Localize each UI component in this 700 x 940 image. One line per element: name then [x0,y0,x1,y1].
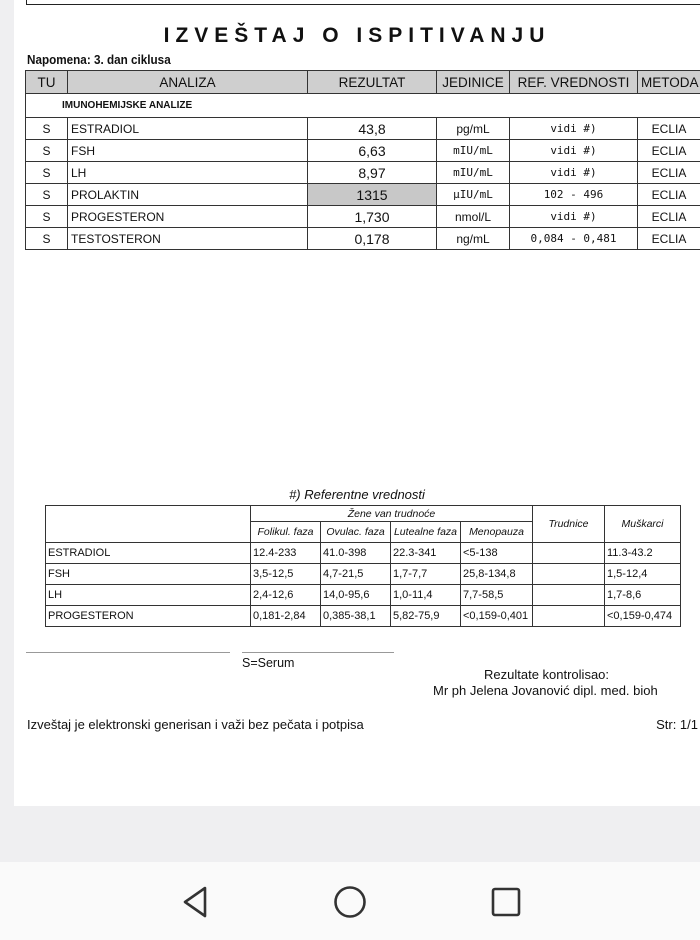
row-analiza: TESTOSTERON [68,228,308,250]
row-metoda: ECLIA [638,118,700,140]
ref-fol: 12.4-233 [251,543,321,564]
row-tu: S [26,162,68,184]
section-row [26,94,700,118]
row-analiza: PROLAKTIN [68,184,308,206]
ref-name: FSH [46,564,251,585]
ref-name: ESTRADIOL [46,543,251,564]
table-row [46,543,681,564]
reference-group-header: Žene van trudnoće [251,506,533,522]
back-button[interactable] [175,882,215,922]
ref-musk: 11.3-43.2 [605,543,681,564]
footer-note: Izveštaj je elektronski generisan i važi bez pečata i potpisa [27,717,364,732]
row-rezultat: 6,63 [308,140,437,162]
legend-serum: S=Serum [242,656,295,670]
row-tu: S [26,140,68,162]
row-jedinice: pg/mL [437,118,510,140]
ref-lut: 1,7-7,7 [391,564,461,585]
row-jedinice: mIU/mL [437,162,510,184]
row-jedinice: µIU/mL [437,184,510,206]
home-button[interactable] [330,882,370,922]
ref-ovu: 0,385-38,1 [321,606,391,627]
row-ref: vidi #) [510,162,638,184]
row-analiza: ESTRADIOL [68,118,308,140]
header-ovulac: Ovulac. faza [321,522,391,543]
row-metoda: ECLIA [638,184,700,206]
row-jedinice: mIU/mL [437,140,510,162]
header-menopauza: Menopauza [461,522,533,543]
results-table [25,70,700,250]
ref-meno: 25,8-134,8 [461,564,533,585]
control-name: Mr ph Jelena Jovanović dipl. med. bioh [433,683,658,698]
reference-group-row [46,506,681,522]
table-row [46,564,681,585]
row-metoda: ECLIA [638,228,700,250]
row-ref: vidi #) [510,206,638,228]
ref-fol: 3,5-12,5 [251,564,321,585]
header-muskarci: Muškarci [605,506,681,543]
ref-meno: 7,7-58,5 [461,585,533,606]
header-trudnice: Trudnice [533,506,605,543]
row-ref: 102 - 496 [510,184,638,206]
row-jedinice: nmol/L [437,206,510,228]
row-rezultat-highlighted: 1315 [308,184,437,206]
back-icon [175,882,215,922]
row-jedinice: ng/mL [437,228,510,250]
navigation-bar [0,862,700,940]
table-row [46,606,681,627]
row-tu: S [26,184,68,206]
report-paper [14,0,700,806]
ref-trud [533,606,605,627]
ref-trud [533,543,605,564]
row-analiza: FSH [68,140,308,162]
row-ref: vidi #) [510,140,638,162]
table-row [26,162,700,184]
ref-musk: 1,5-12,4 [605,564,681,585]
reference-blank-header [46,506,251,543]
ref-lut: 1,0-11,4 [391,585,461,606]
reference-title: #) Referentne vrednosti [289,487,425,502]
row-metoda: ECLIA [638,140,700,162]
row-rezultat: 43,8 [308,118,437,140]
row-tu: S [26,118,68,140]
row-metoda: ECLIA [638,206,700,228]
row-rezultat: 8,97 [308,162,437,184]
header-ref: REF. VREDNOSTI [510,71,638,94]
header-tu: TU [26,71,68,94]
reference-table [45,505,681,627]
table-row [26,184,700,206]
ref-meno: <0,159-0,401 [461,606,533,627]
header-rezultat: REZULTAT [308,71,437,94]
table-row [26,206,700,228]
results-header-row [26,71,700,94]
report-note: Napomena: 3. dan ciklusa [27,52,171,67]
row-rezultat: 0,178 [308,228,437,250]
report-title: IZVEŠTAJ O ISPITIVANJU [163,24,551,47]
table-row [26,118,700,140]
ref-ovu: 41.0-398 [321,543,391,564]
ref-name: PROGESTERON [46,606,251,627]
row-metoda: ECLIA [638,162,700,184]
ref-meno: <5-138 [461,543,533,564]
signature-line-middle [242,652,394,653]
ref-musk: 1,7-8,6 [605,585,681,606]
ref-lut: 5,82-75,9 [391,606,461,627]
table-row [46,585,681,606]
row-rezultat: 1,730 [308,206,437,228]
recents-icon [486,882,526,922]
header-metoda: METODA [638,71,700,94]
page-number: Str: 1/1 [656,717,698,732]
ref-ovu: 14,0-95,6 [321,585,391,606]
row-tu: S [26,206,68,228]
home-icon [330,882,370,922]
row-ref: 0,084 - 0,481 [510,228,638,250]
ref-fol: 2,4-12,6 [251,585,321,606]
ref-lut: 22.3-341 [391,543,461,564]
row-ref: vidi #) [510,118,638,140]
row-analiza: LH [68,162,308,184]
signature-line-left [26,652,230,653]
section-label: IMUNOHEMIJSKE ANALIZE [26,94,700,118]
header-luteal: Lutealne faza [391,522,461,543]
top-border [26,0,700,5]
header-jedinice: JEDINICE [437,71,510,94]
recents-button[interactable] [486,882,526,922]
row-tu: S [26,228,68,250]
ref-trud [533,564,605,585]
ref-ovu: 4,7-21,5 [321,564,391,585]
header-folikul: Folikul. faza [251,522,321,543]
table-row [26,140,700,162]
control-label: Rezultate kontrolisao: [484,667,610,682]
table-row [26,228,700,250]
ref-fol: 0,181-2,84 [251,606,321,627]
ref-trud [533,585,605,606]
row-analiza: PROGESTERON [68,206,308,228]
ref-musk: <0,159-0,474 [605,606,681,627]
header-analiza: ANALIZA [68,71,308,94]
ref-name: LH [46,585,251,606]
